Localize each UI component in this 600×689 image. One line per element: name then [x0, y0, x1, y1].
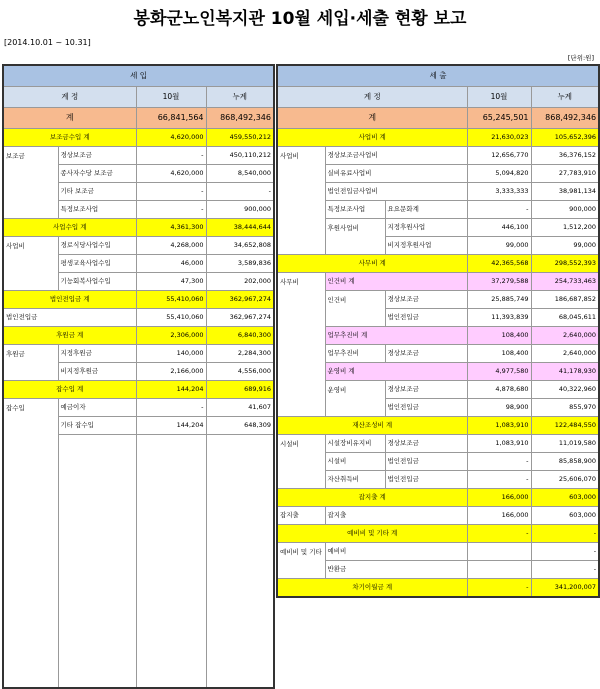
- table-row: 시설비 법인전입금 - 85,858,900: [277, 453, 599, 471]
- table-row: 사업비 계 21,630,023 105,652,396: [277, 129, 599, 147]
- table-row: 반환금 -: [277, 561, 599, 579]
- table-row: 후원금 지정후원금 140,000 2,284,300: [3, 345, 274, 363]
- table-row: 후원사업비 지정후원사업 446,100 1,512,200: [277, 219, 599, 237]
- income-total-row: 계 66,841,564 868,492,346: [3, 108, 274, 129]
- income-col-cum: 누계: [206, 87, 274, 108]
- unit-label: [단위:원]: [567, 54, 594, 62]
- table-row: 업무추진비 경상보조금 108,400 2,640,000: [277, 345, 599, 363]
- table-row: 법인전입금 11,393,839 68,045,611: [277, 309, 599, 327]
- table-row: 재산조성비 계 1,083,910 122,484,550: [277, 417, 599, 435]
- table-row: 기타 보조금 - -: [3, 183, 274, 201]
- expense-header: 세 출: [277, 65, 599, 87]
- table-row: 잡수입 예금이자 - 41,607: [3, 399, 274, 417]
- table-row: 사업비 경로식당사업수입 4,268,000 34,652,808: [3, 237, 274, 255]
- table-row: 인건비 경상보조금 25,885,749 186,687,852: [277, 291, 599, 309]
- table-row: 평생교육사업수입 46,000 3,589,836: [3, 255, 274, 273]
- table-row: 잡지출 계 166,000 603,000: [277, 489, 599, 507]
- income-table: [2, 64, 275, 689]
- table-row: 비지정후원금 2,166,000 4,556,000: [3, 363, 274, 381]
- table-row: 특정보조사업 요요문화계 - 900,000: [277, 201, 599, 219]
- page-title: 봉화군노인복지관 10월 세입·세출 현황 보고: [133, 9, 467, 29]
- expense-col-month: 10월: [467, 87, 531, 108]
- income-col-month: 10월: [136, 87, 206, 108]
- table-row: 예비비 및 기타 계 - -: [277, 525, 599, 543]
- table-row: 운영비 경상보조금 4,878,680 40,322,960: [277, 381, 599, 399]
- table-row: 운영비 계 4,977,580 41,178,930: [277, 363, 599, 381]
- table-row: 자산취득비 법인전입금 - 25,606,070: [277, 471, 599, 489]
- table-row: 사업비 경상보조금사업비 12,656,770 36,376,152: [277, 147, 599, 165]
- table-row: 예비비 및 기타 예비비 -: [277, 543, 599, 561]
- table-row: 종사자수당 보조금 4,620,000 8,540,000: [3, 165, 274, 183]
- table-row: 사무비 계 42,365,568 298,552,393: [277, 255, 599, 273]
- expense-col-cum: 누계: [531, 87, 599, 108]
- expense-col-account: 계 정: [277, 87, 467, 108]
- table-row: 차기이월금 계 - 341,200,007: [277, 579, 599, 598]
- expense-table: [276, 64, 600, 598]
- table-row: 업무추진비 계 108,400 2,640,000: [277, 327, 599, 345]
- income-col-account: 계 정: [3, 87, 136, 108]
- table-row: 법인전입금 계 55,410,060 362,967,274: [3, 291, 274, 309]
- table-row: 잡지출 잡지출 166,000 603,000: [277, 507, 599, 525]
- table-row: 법인전입금 98,900 855,970: [277, 399, 599, 417]
- table-row: 기타 잡수입 144,204 648,309: [3, 417, 274, 435]
- table-row: 사무비 인건비 계 37,279,588 254,733,463: [277, 273, 599, 291]
- table-row: 특정보조사업 - 900,000: [3, 201, 274, 219]
- table-row: 기능회복사업수입 47,300 202,000: [3, 273, 274, 291]
- report-period: [2014.10.01 ~ 10.31]: [4, 38, 91, 47]
- table-row: 후원금 계 2,306,000 6,840,300: [3, 327, 274, 345]
- expense-total-row: 계 65,245,501 868,492,346: [277, 108, 599, 129]
- table-row: 법인전입금사업비 3,333,333 38,981,134: [277, 183, 599, 201]
- table-row: 보조금 경상보조금 - 450,110,212: [3, 147, 274, 165]
- table-row: 실비유료사업비 5,094,820 27,783,910: [277, 165, 599, 183]
- table-row: 비지정후원사업 99,000 99,000: [277, 237, 599, 255]
- table-row: 잡수입 계 144,204 689,916: [3, 381, 274, 399]
- table-row: 시설비 시설장비유지비 경상보조금 1,083,910 11,019,580: [277, 435, 599, 453]
- income-header: 세 입: [3, 65, 274, 87]
- table-row: 보조금수입 계 4,620,000 459,550,212: [3, 129, 274, 147]
- table-row: 사업수입 계 4,361,300 38,444,644: [3, 219, 274, 237]
- table-row: 법인전입금 55,410,060 362,967,274: [3, 309, 274, 327]
